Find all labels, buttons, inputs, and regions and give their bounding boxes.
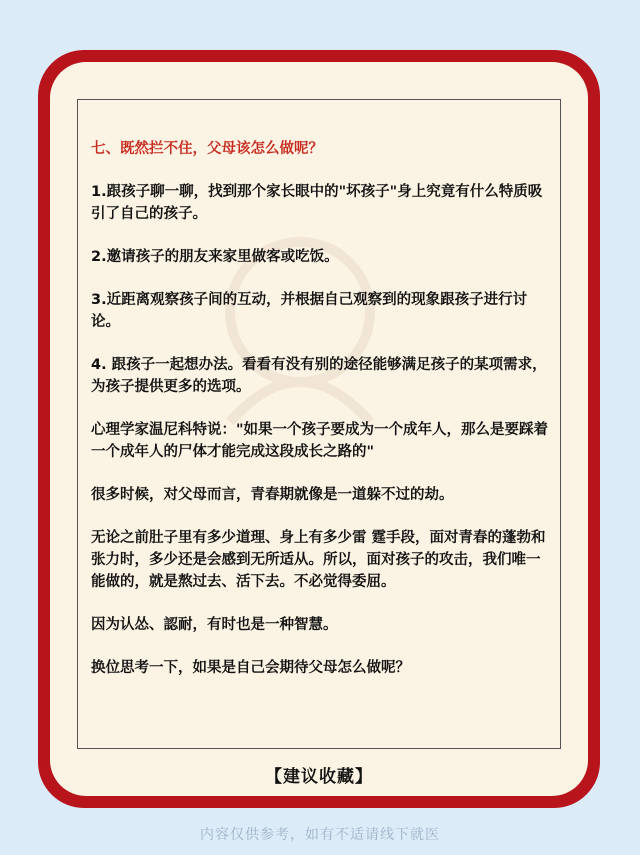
card xyxy=(50,62,588,796)
paragraph-1: 1.跟孩子聊一聊，找到那个家长眼中的"坏孩子"身上究竟有什么特质吸引了自己的孩子。 xyxy=(91,184,543,222)
disclaimer-text: 内容仅供参考，如有不适请线下就医 xyxy=(200,827,440,843)
paragraph-6: 很多时候，对父母而言，青春期就像是一道躲不过的劫。 xyxy=(91,487,454,503)
paragraph-quote: 心理学家温尼科特说："如果一个孩子要成为一个成年人，那么是要踩着一个成年人的尸体才能完成这段成长之路的" xyxy=(91,422,549,460)
paragraph-2: 2.邀请孩子的朋友来家里做客或吃饭。 xyxy=(91,249,339,265)
article-content xyxy=(91,138,551,700)
card-frame xyxy=(38,50,600,808)
content-box xyxy=(77,99,561,749)
save-suggestion-label: 【建议收藏】 xyxy=(265,767,373,787)
paragraph-8: 因为认怂、認耐，有时也是一种智慧。 xyxy=(91,617,338,633)
section-heading: 七、既然拦不住，父母该怎么做呢？ xyxy=(91,141,323,157)
paragraph-7: 无论之前肚子里有多少道理、身上有多少雷 霆手段，面对青春的蓬勃和张力时，多少还是会感到无所适从。所以，面对孩子的攻击，我们唯一能做的，就是熬过去、活下去。不必觉得委屈。 xyxy=(91,530,546,590)
paragraph-3: 3.近距离观察孩子间的互动，并根据自己观察到的现象跟孩子进行讨论。 xyxy=(91,292,528,330)
paragraph-4: 4. 跟孩子一起想办法。看看有没有别的途径能够满足孩子的某项需求，为孩子提供更多的选项。 xyxy=(91,357,547,395)
paragraph-9: 换位思考一下，如果是自己会期待父母怎么做呢？ xyxy=(91,660,410,676)
